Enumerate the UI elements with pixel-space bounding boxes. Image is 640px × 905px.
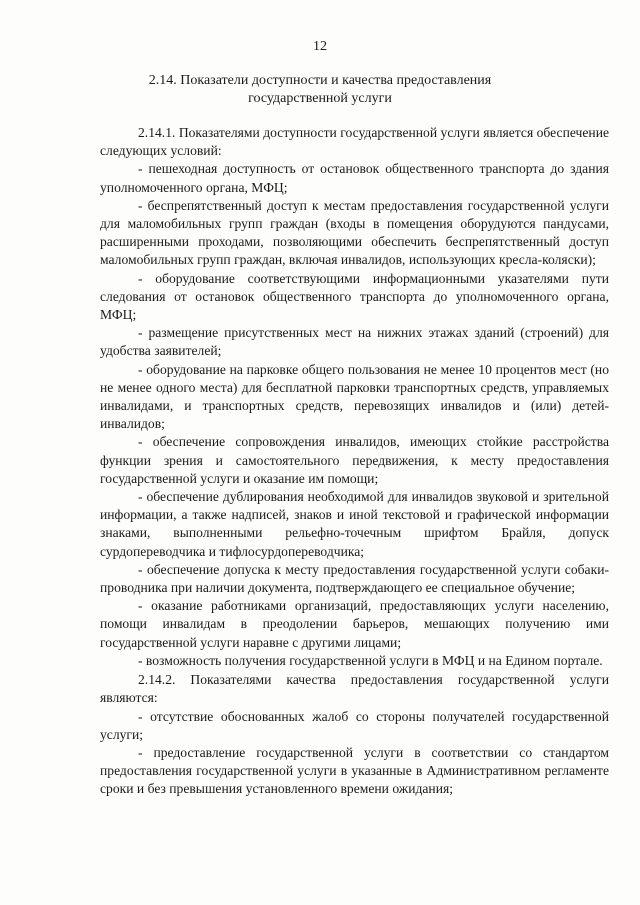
list-item-mfc-portal: - возможность получения государственной услуги в МФЦ и на Едином портале.	[138, 652, 603, 668]
list-item-route-signs: - оборудование соответствующими информационными указателями пути следования от остановок общественного транспорта до уполномоченного органа, МФЦ;	[100, 270, 609, 323]
section-heading-line-1: 2.14. Показатели доступности и качества предоставления	[148, 73, 492, 88]
list-item-unobstructed-access: - беспрепятственный доступ к местам предоставления государственной услуги для маломобильных групп граждан (входы в помещения оборудуются пандусами, расширенными проходами, позволяющими обеспечить беспрепятственный доступ маломобильных групп граждан, включая инвалидов, использующих кресла-коляски);	[100, 197, 609, 268]
list-item-lower-floors: - размещение присутственных мест на нижних этажах зданий (строений) для удобства заявителей;	[100, 325, 609, 359]
section-heading	[100, 72, 540, 108]
list-item-braille: - обеспечение дублирования необходимой для инвалидов звуковой и зрительной информации, а также надписей, знаков и иной текстовой и графической информации знаками, выполненными рельефно-точечным шрифтом Брайля, допуск сурдопереводчика и тифлосурдопереводчика;	[100, 489, 609, 559]
list-item-staff-assistance: - оказание работниками организаций, предоставляющих услуги населению, помощи инвалидам в преодолении барьеров, мешающих получению ими государственной услуги наравне с другими лицами;	[100, 598, 609, 650]
page-number: 12	[313, 39, 327, 54]
paragraph-2-14-1-intro: 2.14.1. Показателями доступности государственной услуги является обеспечение следующих условий:	[100, 125, 609, 159]
list-item-escort: - обеспечение сопровождения инвалидов, имеющих стойкие расстройства функции зрения и самостоятельного передвижения, к месту предоставления государственной услуги и оказание им помощи;	[100, 434, 609, 486]
document-body	[100, 124, 609, 799]
list-item-pedestrian-access: - пешеходная доступность от остановок общественного транспорта до здания уполномоченного органа, МФЦ;	[100, 161, 609, 195]
list-item-parking: - оборудование на парковке общего пользования не менее 10 процентов мест (но не менее одного места) для бесплатной парковки транспортных средств, управляемых инвалидами, и транспортных средств, перевозящих инвалидов и (или) детей-инвалидов;	[100, 361, 609, 432]
list-item-no-complaints: - отсутствие обоснованных жалоб со стороны получателей государственной услуги;	[100, 708, 609, 742]
section-heading-line-2: государственной услуги	[248, 91, 392, 106]
list-item-guide-dog: - обеспечение допуска к месту предоставления государственной услуги собаки-проводника при наличии документа, подтверждающего ее специальное обучение;	[100, 561, 609, 596]
paragraph-2-14-2-intro: 2.14.2. Показателями качества предоставления государственной услуги являются:	[100, 672, 609, 706]
list-item-standard-compliance: - предоставление государственной услуги в соответствии со стандартом предоставления государственной услуги в указанные в Административном регламенте сроки и без превышения установленного времени ожидания;	[100, 744, 609, 797]
